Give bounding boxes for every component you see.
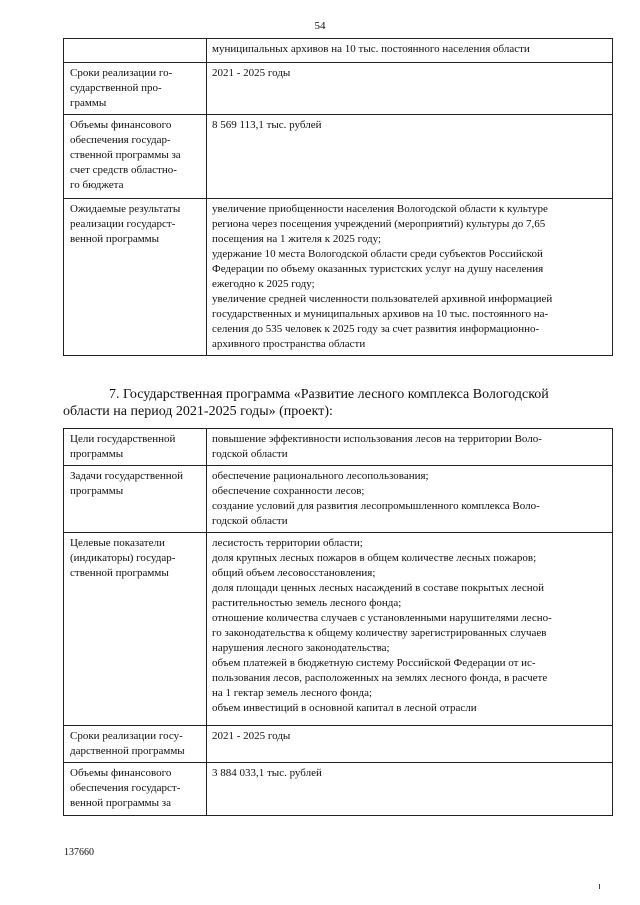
row-label-line: программы (70, 448, 124, 460)
value-cell (207, 199, 613, 356)
row-value-line: годской области (212, 448, 288, 460)
label-cell (64, 726, 207, 763)
row-label-line: граммы (70, 97, 107, 109)
row-label-line: обеспечения государ- (70, 134, 171, 146)
table-row (64, 63, 613, 115)
value-cell (207, 763, 613, 816)
table-row (64, 763, 613, 816)
row-label-line: Сроки реализации го- (70, 67, 173, 79)
heading-line: 7. Государственная программа «Развитие лесного комплекса Вологодской (109, 387, 549, 402)
row-label-line: Объемы финансового (70, 119, 172, 131)
label-cell (64, 533, 207, 726)
row-value-line: посещения на 1 жителя к 2025 году; (212, 233, 382, 245)
row-value-line: го законодательства к общему количеству зарегистрированных случаев (212, 627, 547, 639)
scan-edge-mark (599, 884, 600, 889)
row-value-line: обеспечение рационального лесопользования; (212, 470, 429, 482)
row-value-line: общий объем лесовосстановления; (212, 567, 376, 579)
label-cell (64, 429, 207, 466)
row-label-line: Сроки реализации госу- (70, 730, 183, 742)
label-cell (64, 63, 207, 115)
row-label-line: Целевые показатели (70, 537, 165, 549)
table-row (64, 199, 613, 356)
row-label-line: сударственной про- (70, 82, 162, 94)
row-label-line: Цели государственной (70, 433, 176, 445)
row-label-line: венной программы за (70, 797, 171, 809)
row-label-line: венной программы (70, 233, 160, 245)
table-row (64, 466, 613, 533)
row-value-line: архивного пространства области (212, 338, 366, 350)
row-value-line: доля площади ценных лесных насаждений в составе покрытых лесной (212, 582, 545, 594)
row-value-line: создание условий для развития лесопромышленного комплекса Воло- (212, 500, 540, 512)
row-value-line: селения до 535 человек к 2025 году за счет развития информационно- (212, 323, 540, 335)
row-value-line: удержание 10 места Вологодской области среди субъектов Российской (212, 248, 543, 260)
row-value-line: 8 569 113,1 тыс. рублей (212, 119, 322, 131)
row-label-line: ственной программы за (70, 149, 181, 161)
row-value-line: объем инвестиций в основной капитал в лесной отрасли (212, 702, 477, 714)
row-label-line: (индикаторы) государ- (70, 552, 176, 564)
table2-body (64, 429, 613, 816)
row-value-line: Федерации по объему оказанных туристских услуг на душу населения (212, 263, 544, 275)
value-cell (207, 466, 613, 533)
table-row (64, 533, 613, 726)
row-value-line: региона через посещения учреждений (мероприятий) культуры до 7,65 (212, 218, 546, 230)
row-label-line: счет средств областно- (70, 164, 177, 176)
table-row (64, 39, 613, 63)
row-value-line: на 1 гектар земель лесного фонда; (212, 687, 373, 699)
row-label-line: дарственной программы (70, 745, 185, 757)
value-cell (207, 429, 613, 466)
row-value-line: муниципальных архивов на 10 тыс. постоянного населения области (212, 43, 530, 55)
footer-document-code: 137660 (64, 847, 94, 858)
row-value-line: годской области (212, 515, 288, 527)
row-value-line: повышение эффективности использования лесов на территории Воло- (212, 433, 542, 445)
row-value-line: 2021 - 2025 годы (212, 730, 291, 742)
row-value-line: увеличение приобщенности населения Вологодской области к культуре (212, 203, 548, 215)
row-label-line: реализации государст- (70, 218, 176, 230)
row-label-line: го бюджета (70, 179, 124, 191)
section-7-heading (63, 386, 603, 420)
label-cell (64, 199, 207, 356)
program-passport-table-forestry (63, 428, 613, 816)
table1-body (64, 39, 613, 356)
value-cell (207, 726, 613, 763)
row-value-line: ежегодно к 2025 году; (212, 278, 315, 290)
value-cell (207, 39, 613, 63)
row-label-line: программы (70, 485, 124, 497)
value-cell (207, 63, 613, 115)
table-row (64, 726, 613, 763)
value-cell (207, 533, 613, 726)
row-value-line: увеличение средней численности пользователей архивной информацией (212, 293, 553, 305)
table-row (64, 429, 613, 466)
label-cell (64, 115, 207, 199)
program-passport-table-culture (63, 38, 613, 356)
row-value-line: объем платежей в бюджетную систему Российской Федерации от ис- (212, 657, 536, 669)
page-number: 54 (314, 20, 326, 32)
row-value-line: доля крупных лесных пожаров в общем количестве лесных пожаров; (212, 552, 537, 564)
heading-line: области на период 2021-2025 годы» (проект): (63, 404, 333, 419)
row-label-line: Задачи государственной (70, 470, 183, 482)
row-value-line: 2021 - 2025 годы (212, 67, 291, 79)
row-value-line: лесистость территории области; (212, 537, 363, 549)
row-value-line: 3 884 033,1 тыс. рублей (212, 767, 322, 779)
row-value-line: нарушения лесного законодательства; (212, 642, 390, 654)
row-value-line: растительностью земель лесного фонда; (212, 597, 402, 609)
row-value-line: отношение количества случаев с установленными нарушителями лесно- (212, 612, 552, 624)
row-value-line: пользования лесов, расположенных на землях лесного фонда, в расчете (212, 672, 548, 684)
table-row (64, 115, 613, 199)
row-value-line: обеспечение сохранности лесов; (212, 485, 365, 497)
row-label-line: обеспечения государст- (70, 782, 181, 794)
row-label-line: Ожидаемые результаты (70, 203, 181, 215)
row-label-line: Объемы финансового (70, 767, 172, 779)
value-cell (207, 115, 613, 199)
label-cell (64, 763, 207, 816)
label-cell (64, 39, 207, 63)
label-cell (64, 466, 207, 533)
row-label-line: ственной программы (70, 567, 169, 579)
row-value-line: государственных и муниципальных архивов на 10 тыс. постоянного на- (212, 308, 549, 320)
